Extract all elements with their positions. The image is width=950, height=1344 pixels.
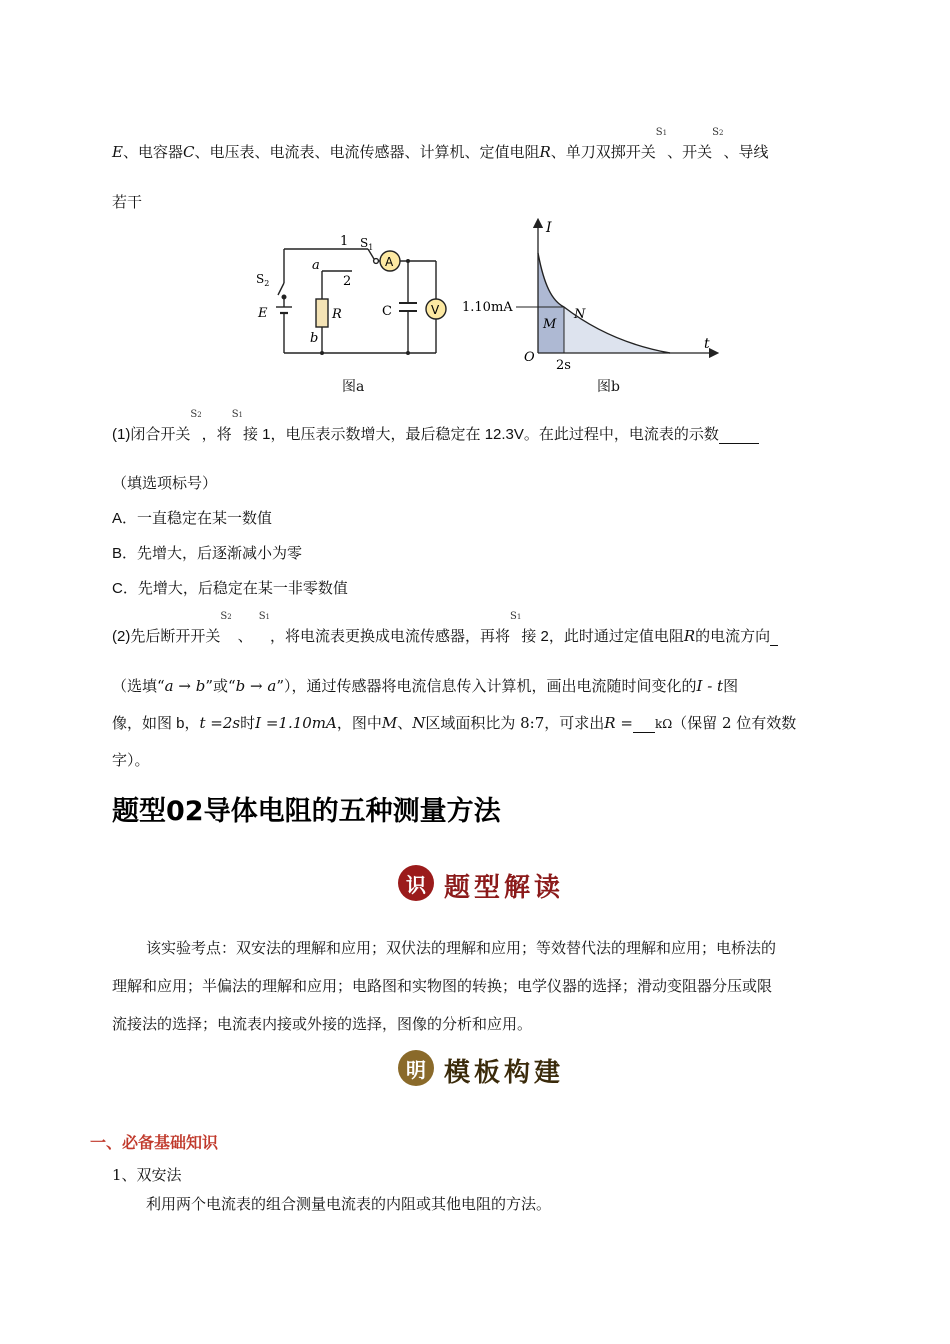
region-N-label: N — [574, 307, 586, 322]
q1-text-c: 接 1，电压表示数增大，最后稳定在 12.3V。在此过程中，电流表的示数 — [243, 426, 719, 443]
q2-direction-blank[interactable] — [770, 627, 778, 646]
intro-text-b: 、电压表、电流表、电流传感器、计算机、定值电阻 — [194, 143, 540, 161]
question-2-line-2 — [112, 675, 738, 696]
q2-text-d: 的电流方向 — [695, 628, 771, 645]
q2-symbol-M: M — [381, 714, 398, 732]
q2-I-equals: I =1.10mA — [255, 714, 337, 732]
q1-note: （填选项标号） — [112, 474, 218, 492]
region-M-label: M — [543, 317, 557, 332]
paragraph-line-1: 该实验考点：双安法的理解和应用；双伏法的理解和应用；等效替代法的理解和应用；电桥法的 — [146, 939, 777, 957]
label-S1: $S_1$ — [360, 236, 374, 252]
symbol-R: R — [539, 143, 551, 161]
voltmeter-label: V — [431, 303, 440, 317]
q1-text-b: ，将 — [201, 426, 232, 443]
q2-switch-S1-b: S1 — [510, 611, 522, 622]
ammeter-label: A — [385, 255, 394, 269]
q2-R-equals: R = — [604, 714, 633, 732]
intro-text-a: 、电容器 — [122, 143, 183, 161]
question-2-line-3 — [112, 712, 796, 733]
symbol-C: C — [182, 143, 195, 161]
intro-line-1 — [112, 127, 769, 162]
label-R: R — [332, 307, 342, 322]
q2-text-a: (2)先后断开开关 — [112, 628, 221, 645]
q2-symbol-It: I - t — [696, 677, 724, 695]
banner-template — [392, 1042, 588, 1094]
q1-answer-blank[interactable] — [719, 425, 759, 444]
question-2-line-1 — [112, 611, 778, 646]
q2-line3-f: （保留 2 位有效数 — [672, 714, 797, 732]
q2-line2-a: （选填“ — [112, 677, 165, 695]
circuit-diagram — [250, 225, 460, 365]
switch-S1-label: S1 — [655, 127, 668, 138]
q2-t-equals: t =2s — [199, 714, 241, 732]
intro-text-d: 、开关 — [667, 143, 713, 161]
q2-line2-b: ”或“ — [205, 677, 236, 695]
label-b: b — [310, 331, 319, 346]
q2-unit: kΩ — [654, 717, 673, 731]
banner-question-type — [392, 856, 588, 910]
label-S2: $S_2$ — [256, 272, 270, 288]
q2-switch-S2: S2 — [220, 611, 232, 622]
label-E: E — [258, 306, 268, 321]
time-value-label: 2s — [556, 358, 571, 370]
switch-S2-label: S2 — [712, 127, 724, 138]
q2-text-b: ，将电流表更换成电流传感器，再将 — [270, 628, 511, 645]
q2-sep: 、 — [237, 627, 253, 645]
label-a: a — [312, 258, 320, 273]
section-1-item: 1、双安法 — [112, 1166, 182, 1184]
section-heading: 题型02导体电阻的五种测量方法 — [112, 796, 501, 827]
banner-badge-1: 识 — [398, 865, 434, 901]
section-1-title: 一、必备基础知识 — [90, 1133, 219, 1152]
q2-line3-d: 、 — [397, 714, 413, 732]
intro-line-2: 若干 — [112, 193, 143, 211]
question-1 — [112, 409, 759, 444]
q2-resistance-blank[interactable] — [633, 714, 655, 733]
figure-a-caption: 图a — [342, 379, 365, 395]
q1-switch-S1: S1 — [231, 409, 244, 420]
q1-option-c: C．先增大，后稳定在某一非零数值 — [112, 580, 348, 597]
q2-text-c: 接 2，此时通过定值电阻 — [521, 628, 684, 645]
current-value-label: 1.10mA — [462, 300, 513, 315]
q2-line3-e: 区域面积比为 8:7，可求出 — [425, 714, 605, 732]
q2-switch-S1: S1 — [258, 611, 271, 622]
origin-label: O — [524, 350, 535, 365]
q1-switch-S2: S2 — [190, 409, 202, 420]
symbol-E: E — [112, 143, 123, 161]
axis-I-label: I — [546, 220, 552, 236]
q2-line2-c: ”），通过传感器将电流信息传入计算机，画出电流随时间变化的 — [276, 677, 697, 695]
section-1-desc: 利用两个电流表的组合测量电流表的内阻或其他电阻的方法。 — [146, 1195, 552, 1213]
q2-line2-d: 图 — [723, 677, 739, 695]
axis-t-label: t — [704, 336, 710, 352]
paragraph-line-2: 理解和应用；半偏法的理解和应用；电路图和实物图的转换；电学仪器的选择；滑动变阻器分压或限 — [112, 977, 773, 995]
banner-text-2: 模板构建 — [444, 1058, 565, 1088]
intro-text-c: 、单刀双掷开关 — [550, 143, 656, 161]
q2-line3-b: 时 — [240, 714, 256, 732]
figure-b-caption: 图b — [597, 379, 620, 395]
q2-line3-a: 像，如图 b， — [112, 715, 200, 732]
label-1: 1 — [340, 234, 349, 249]
current-time-graph — [460, 215, 722, 370]
banner-badge-2: 明 — [398, 1050, 434, 1086]
q2-symbol-R: R — [683, 627, 696, 645]
q2-option-ab: a → b — [164, 677, 206, 695]
label-2: 2 — [343, 274, 352, 289]
banner-text-1: 题型解读 — [444, 873, 565, 903]
q2-option-ba: b → a — [235, 677, 277, 695]
intro-text-e: 、导线 — [723, 143, 769, 161]
q1-text-a: (1)闭合开关 — [112, 426, 191, 443]
label-C: C — [382, 304, 392, 319]
paragraph-line-3: 流接法的选择；电流表内接或外接的选择，图像的分析和应用。 — [112, 1015, 533, 1033]
q1-option-a: A．一直稳定在某一数值 — [112, 510, 273, 527]
q2-line3-c: ，图中 — [336, 714, 382, 732]
q1-option-b: B．先增大，后逐渐减小为零 — [112, 545, 303, 562]
question-2-line-4: 字）。 — [112, 751, 150, 769]
q2-symbol-N: N — [412, 714, 426, 732]
